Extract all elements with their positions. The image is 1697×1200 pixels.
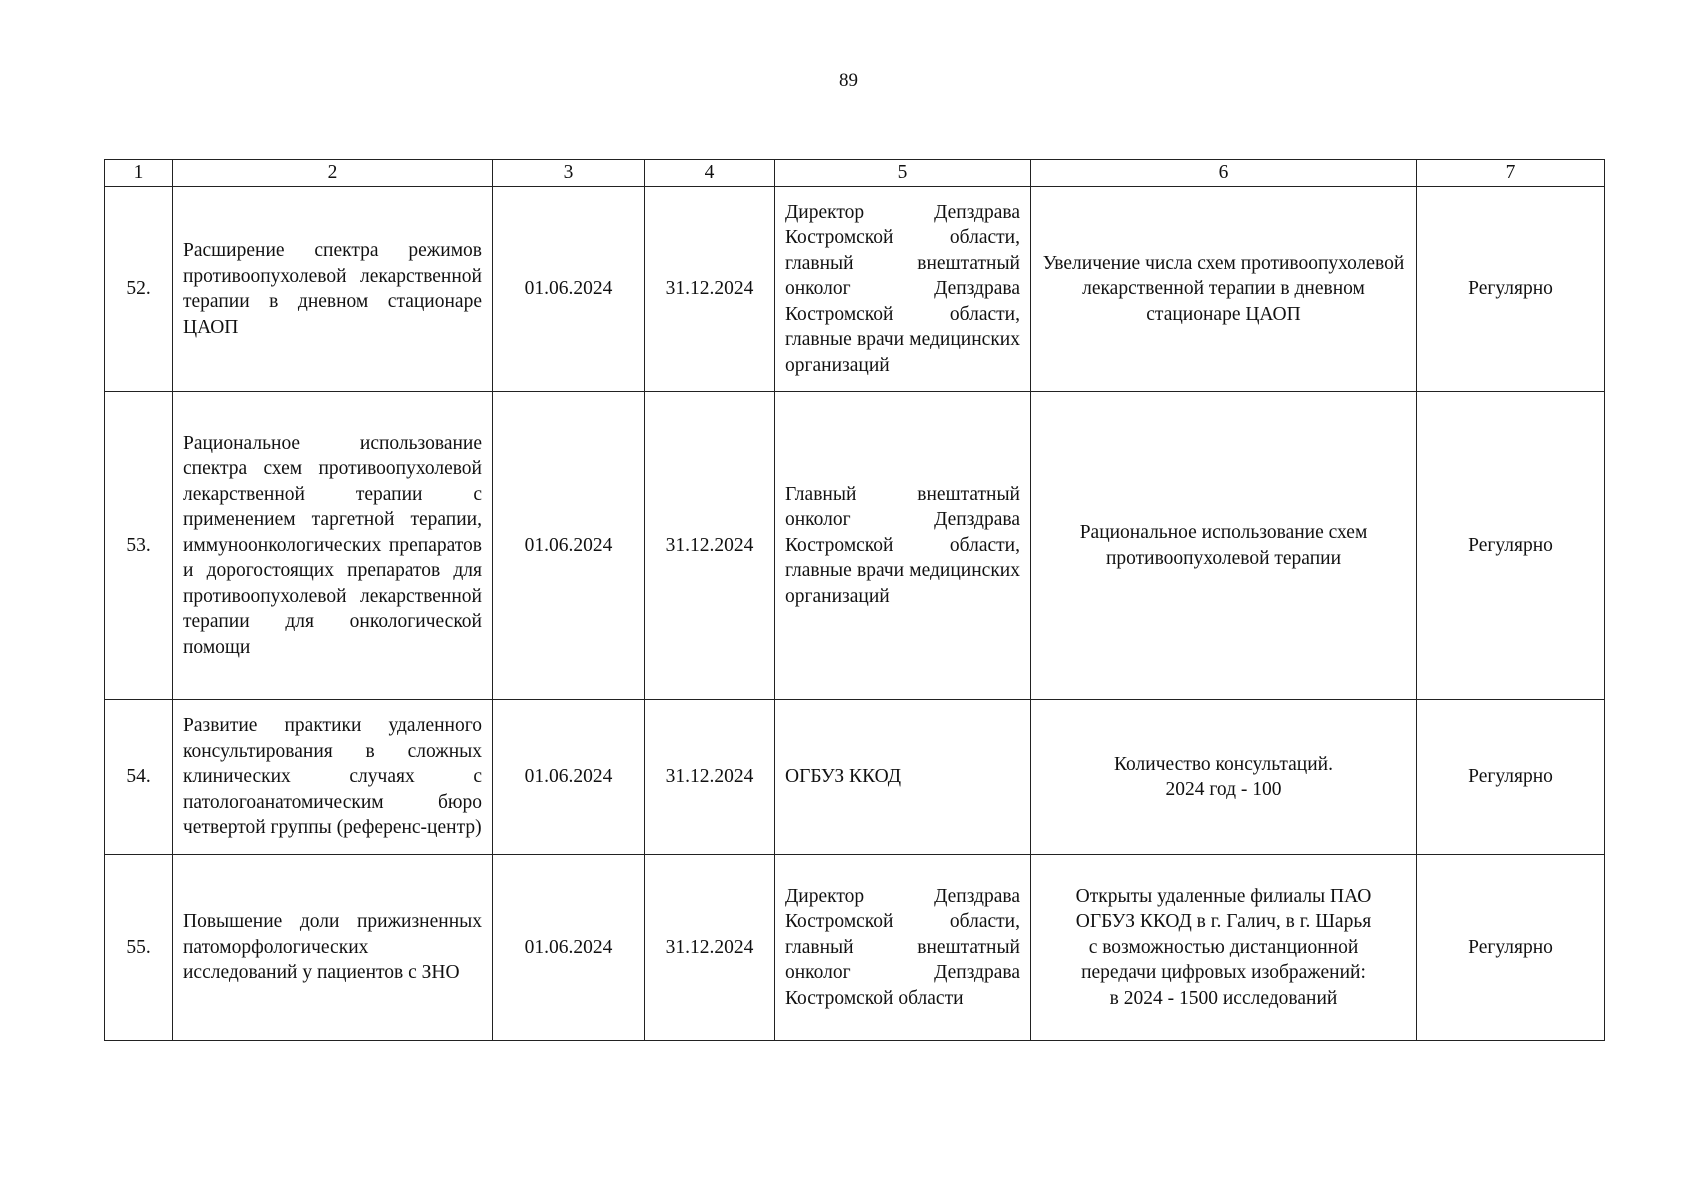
measure-cell: Повышение доли прижизненных патоморфологических исследований у пациентов с ЗНО [173,855,493,1041]
row-number: 52. [105,187,173,392]
result-cell: Рациональное использование схем противоопухолевой терапии [1031,392,1417,700]
table-row [105,187,1605,392]
responsible-cell: Директор Депздрава Костромской области, главный внештатный онколог Депздрава Костромской области, главные врачи медицинских организаций [775,187,1031,392]
result-line: Количество консультаций. [1114,753,1333,775]
responsible-cell: Главный внештатный онколог Депздрава Костромской области, главные врачи медицинских организаций [775,392,1031,700]
frequency-cell: Регулярно [1417,392,1605,700]
column-number-row [105,160,1605,187]
measure-cell: Расширение спектра режимов противоопухолевой лекарственной терапии в дневном стационаре ЦАОП [173,187,493,392]
result-cell: Увеличение числа схем противоопухолевой лекарственной терапии в дневном стационаре ЦАОП [1031,187,1417,392]
column-number: 6 [1031,160,1417,187]
frequency-cell: Регулярно [1417,855,1605,1041]
measure-cell: Развитие практики удаленного консультирования в сложных клинических случаях с патологоанатомическим бюро четвертой группы (референс-центр) [173,700,493,855]
table-row [105,855,1605,1041]
column-number: 1 [105,160,173,187]
responsible-cell: Директор Депздрава Костромской области, главный внештатный онколог Депздрава Костромской области [775,855,1031,1041]
result-line: с возможностью дистанционной [1088,936,1359,958]
result-cell [1031,700,1417,855]
start-date-cell: 01.06.2024 [493,855,645,1041]
column-number: 2 [173,160,493,187]
page-number: 89 [839,70,858,91]
end-date-cell: 31.12.2024 [645,187,775,392]
table-row [105,700,1605,855]
result-line: в 2024 - 1500 исследований [1109,987,1338,1009]
column-number: 4 [645,160,775,187]
end-date-cell: 31.12.2024 [645,392,775,700]
end-date-cell: 31.12.2024 [645,700,775,855]
row-number: 55. [105,855,173,1041]
frequency-cell: Регулярно [1417,187,1605,392]
column-number: 5 [775,160,1031,187]
result-line: Открыты удаленные филиалы ПАО [1075,885,1372,907]
result-line: передачи цифровых изображений: [1081,962,1366,984]
column-number: 7 [1417,160,1605,187]
result-line: ОГБУЗ ККОД в г. Галич, в г. Шарья [1075,911,1372,933]
result-line: 2024 год - 100 [1165,779,1282,800]
row-number: 54. [105,700,173,855]
action-plan-table [104,159,1605,1041]
row-number: 53. [105,392,173,700]
result-cell [1031,855,1417,1041]
responsible-cell: ОГБУЗ ККОД [775,700,1031,855]
start-date-cell: 01.06.2024 [493,392,645,700]
table-row [105,392,1605,700]
column-number: 3 [493,160,645,187]
end-date-cell: 31.12.2024 [645,855,775,1041]
start-date-cell: 01.06.2024 [493,700,645,855]
start-date-cell: 01.06.2024 [493,187,645,392]
measure-cell: Рациональное использование спектра схем противоопухолевой лекарственной терапии с применением таргетной терапии, иммуноонкологических препаратов и дорогостоящих препаратов для противоопухолевой лекарственной терапии для онкологической помощи [173,392,493,700]
frequency-cell: Регулярно [1417,700,1605,855]
